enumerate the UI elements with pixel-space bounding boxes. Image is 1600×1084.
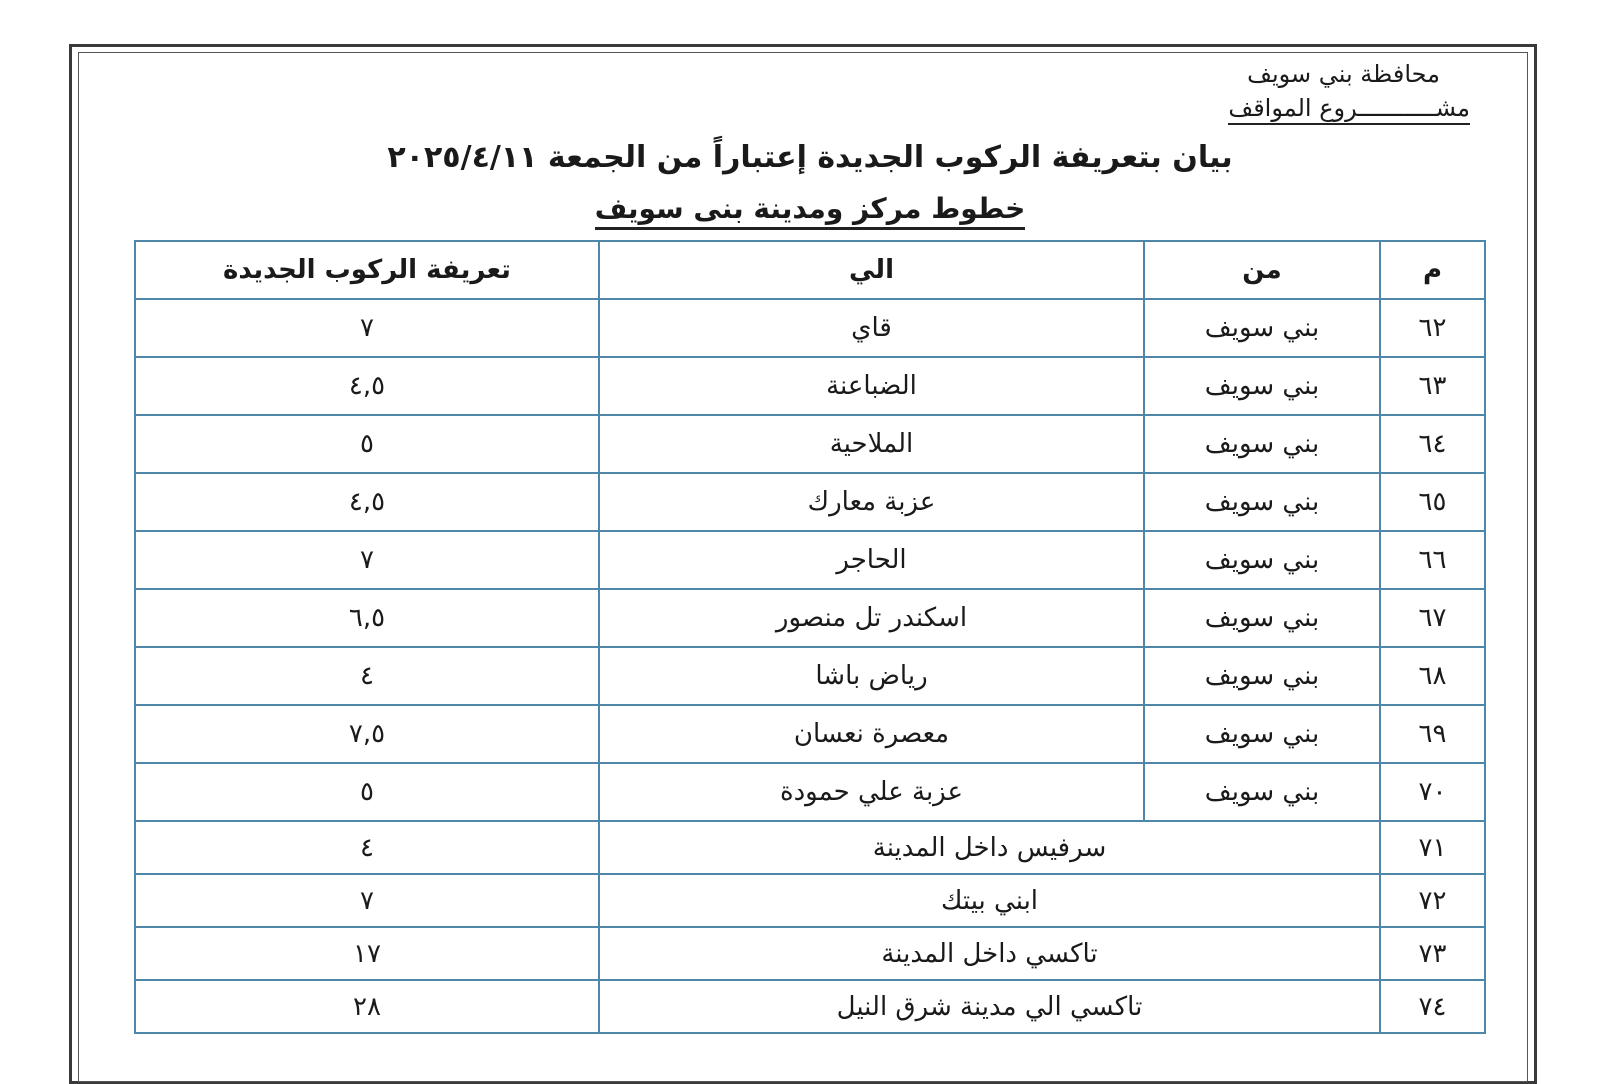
cell-num: ٦٣ — [1380, 357, 1485, 415]
table-header-row — [135, 241, 1485, 299]
cell-from: بني سويف — [1144, 763, 1380, 821]
cell-from: بني سويف — [1144, 357, 1380, 415]
cell-num: ٧٤ — [1380, 980, 1485, 1033]
table-row — [135, 589, 1485, 647]
cell-fare: ٤,٥ — [135, 473, 599, 531]
cell-num: ٧١ — [1380, 821, 1485, 874]
table-row — [135, 473, 1485, 531]
cell-from: بني سويف — [1144, 531, 1380, 589]
cell-fare: ١٧ — [135, 927, 599, 980]
cell-num: ٦٩ — [1380, 705, 1485, 763]
cell-to: الحاجر — [599, 531, 1144, 589]
cell-route: تاكسي داخل المدينة — [599, 927, 1380, 980]
cell-num: ٦٨ — [1380, 647, 1485, 705]
project-name: مشـــــــــــروع المواقف — [1228, 94, 1470, 125]
cell-num: ٦٤ — [1380, 415, 1485, 473]
table-row — [135, 763, 1485, 821]
cell-num: ٧٢ — [1380, 874, 1485, 927]
cell-to: معصرة نعسان — [599, 705, 1144, 763]
cell-num: ٦٥ — [1380, 473, 1485, 531]
table-row — [135, 705, 1485, 763]
cell-to: الضباعنة — [599, 357, 1144, 415]
cell-fare: ٥ — [135, 763, 599, 821]
cell-from: بني سويف — [1144, 473, 1380, 531]
cell-from: بني سويف — [1144, 705, 1380, 763]
table-row — [135, 980, 1485, 1033]
cell-num: ٧٣ — [1380, 927, 1485, 980]
table-row — [135, 927, 1485, 980]
subtitle-text: خطوط مركز ومدينة بنى سويف — [595, 192, 1026, 230]
cell-fare: ٧ — [135, 299, 599, 357]
cell-fare: ٢٨ — [135, 980, 599, 1033]
cell-route: تاكسي الي مدينة شرق النيل — [599, 980, 1380, 1033]
header-to: الي — [599, 241, 1144, 299]
cell-from: بني سويف — [1144, 589, 1380, 647]
fare-table — [134, 240, 1486, 1034]
cell-to: عزبة علي حمودة — [599, 763, 1144, 821]
header-from: من — [1144, 241, 1380, 299]
cell-num: ٦٦ — [1380, 531, 1485, 589]
cell-fare: ٤,٥ — [135, 357, 599, 415]
cell-fare: ٤ — [135, 821, 599, 874]
header-fare: تعريفة الركوب الجديدة — [135, 241, 599, 299]
cell-to: الملاحية — [599, 415, 1144, 473]
cell-num: ٦٢ — [1380, 299, 1485, 357]
cell-from: بني سويف — [1144, 647, 1380, 705]
cell-fare: ٥ — [135, 415, 599, 473]
document-header — [1228, 60, 1470, 125]
cell-from: بني سويف — [1144, 415, 1380, 473]
cell-to: عزبة معارك — [599, 473, 1144, 531]
cell-to: قاي — [599, 299, 1144, 357]
cell-num: ٧٠ — [1380, 763, 1485, 821]
cell-fare: ٧ — [135, 874, 599, 927]
table-row — [135, 415, 1485, 473]
table-row — [135, 531, 1485, 589]
cell-from: بني سويف — [1144, 299, 1380, 357]
cell-route: ابني بيتك — [599, 874, 1380, 927]
cell-fare: ٤ — [135, 647, 599, 705]
cell-to: اسكندر تل منصور — [599, 589, 1144, 647]
table-row — [135, 821, 1485, 874]
cell-fare: ٧ — [135, 531, 599, 589]
cell-to: رياض باشا — [599, 647, 1144, 705]
table-row — [135, 299, 1485, 357]
table-row — [135, 357, 1485, 415]
governorate-name: محافظة بني سويف — [1247, 60, 1440, 88]
cell-num: ٦٧ — [1380, 589, 1485, 647]
header-num: م — [1380, 241, 1485, 299]
document-title: بيان بتعريفة الركوب الجديدة إعتباراً من الجمعة ٢٠٢٥/٤/١١ — [387, 140, 1233, 175]
cell-route: سرفيس داخل المدينة — [599, 821, 1380, 874]
cell-fare: ٧,٥ — [135, 705, 599, 763]
table-row — [135, 874, 1485, 927]
document-subtitle — [0, 192, 1600, 225]
cell-fare: ٦,٥ — [135, 589, 599, 647]
table-row — [135, 647, 1485, 705]
